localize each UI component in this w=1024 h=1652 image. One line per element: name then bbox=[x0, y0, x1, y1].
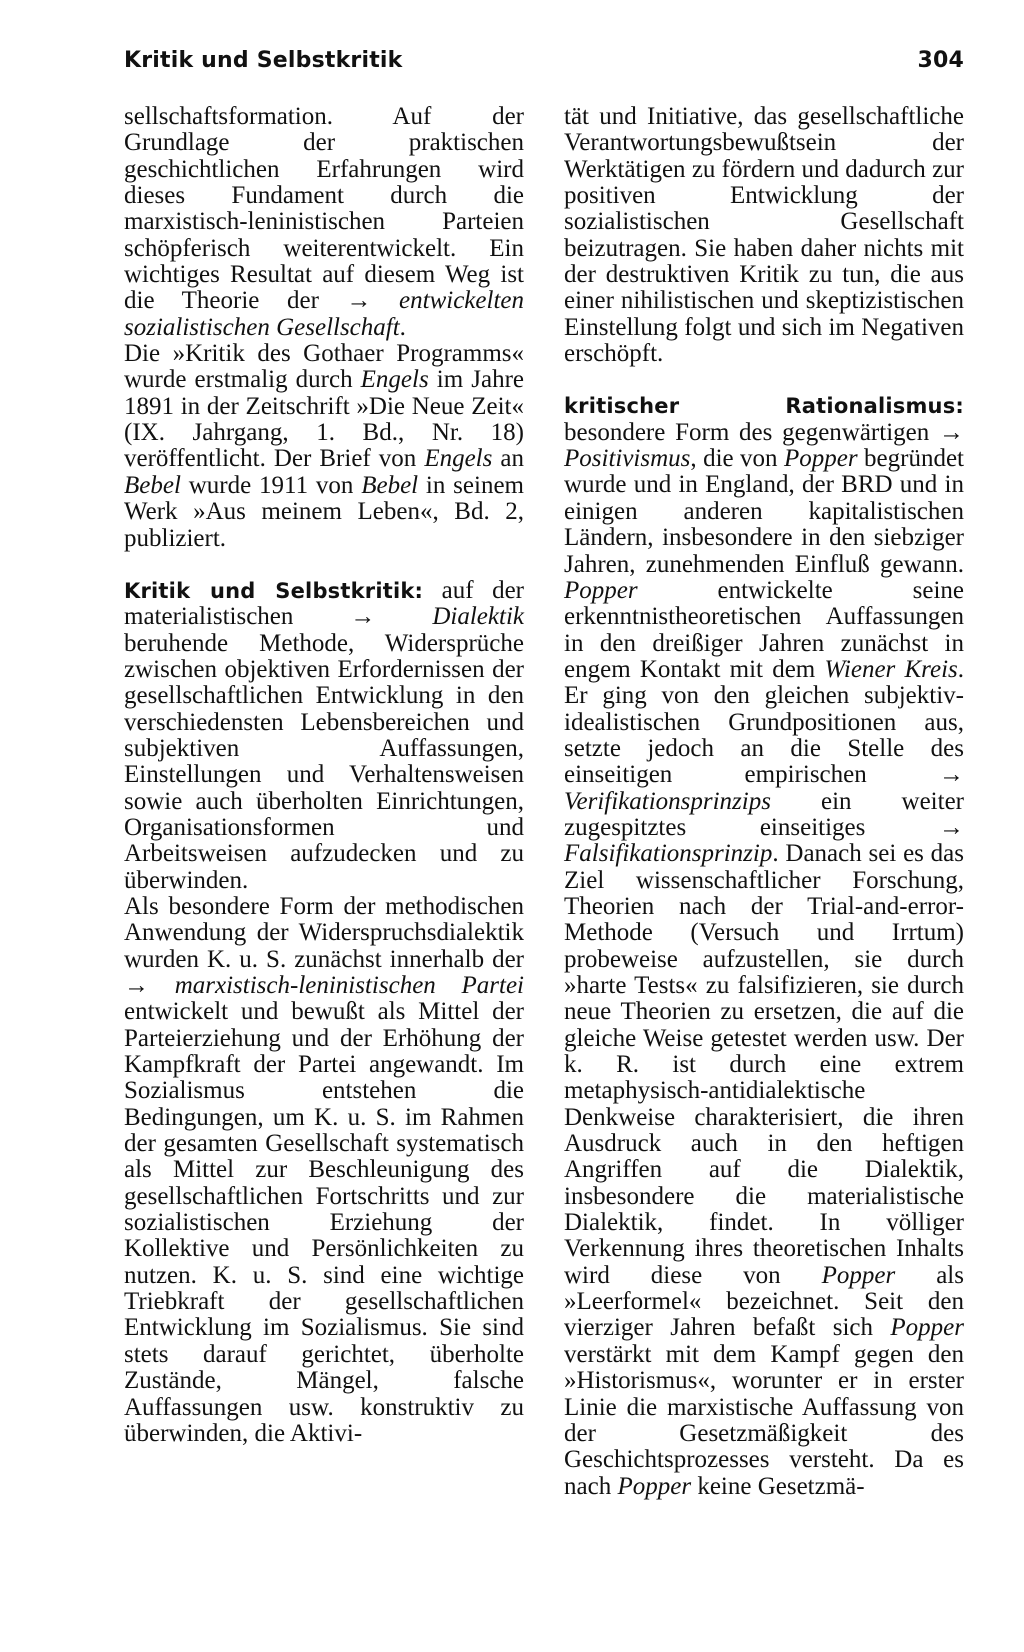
person-name: Popper bbox=[617, 1472, 692, 1500]
entry-kritik-und-selbstkritik bbox=[124, 578, 524, 894]
entry-lemma: Kritik und Selbstkritik: bbox=[124, 578, 424, 603]
paragraph-note bbox=[124, 341, 524, 552]
person-name: Bebel bbox=[124, 471, 181, 499]
text-run: besondere Form des gegenwärtigen → bbox=[564, 418, 964, 446]
text-run: . Er ging von den gleichen subjektiv-idealistischen Grundpositionen aus, setzte jedoch an die Stelle des einseitigen empirischen → bbox=[564, 655, 965, 789]
text-run: verstärkt mit dem Kampf gegen den »Historismus«, worunter er in erster Linie die marxistische Auffassung von der Gesetzmäßigkeit des Geschichtsprozesses versteht. Da es nach bbox=[564, 1340, 964, 1500]
text-run: wurde 1911 von bbox=[180, 471, 362, 499]
text-run: in seinem Werk »Aus meinem Leben«, Bd. 2, publiziert. bbox=[124, 471, 524, 552]
text-run: im Jahre 1891 in der Zeitschrift »Die Neue Zeit« (IX. Jahrgang, 1. Bd., Nr. 18) veröffentlicht. Der Brief von bbox=[124, 366, 524, 473]
text-run: sellschaftsformation. Auf der Grundlage der praktischen geschichtlichen Erfahrungen wird dieses Fundament durch die marxistisch-leninistischen Parteien schöpferisch weiterentwickelt. Ein wichtiges Resultat auf diesem Weg ist die Theorie der → bbox=[124, 103, 524, 315]
person-name: Popper bbox=[564, 576, 638, 604]
entry-lemma: kritischer Rationalismus: bbox=[564, 394, 964, 419]
text-run: ein weiter zugespitztes einseitiges → bbox=[564, 787, 964, 841]
cross-reference: Verifikationsprinzips bbox=[564, 787, 771, 815]
text-run: entwickelt und bewußt als Mittel der Parteierziehung und der Erhöhung der Kampfkraft der Partei angewandt. Im Sozialismus entstehen die Bedingungen, um K. u. S. im Rahmen der gesamten Gesellschaft systematisch als Mittel zur Beschleunigung des gesellschaftlichen Fortschritts und zur sozialistischen Erziehung der Kollektive und Persönlichkeiten zu nutzen. K. u. S. sind eine wichtige Triebkraft der gesellschaftlichen Entwicklung im Sozialismus. Sie sind stets darauf gerichtet, überholte Zustände, Mängel, falsche Auffassungen usw. konstruktiv zu überwinden, die Aktivi- bbox=[124, 998, 524, 1447]
entry-gap bbox=[564, 367, 964, 393]
text-run: . bbox=[399, 313, 406, 341]
paragraph-continuation bbox=[564, 104, 964, 367]
entry-kritischer-rationalismus bbox=[564, 393, 964, 1499]
person-name: Popper bbox=[890, 1314, 964, 1342]
person-name: Bebel bbox=[361, 471, 419, 499]
running-head-title: Kritik und Selbstkritik bbox=[124, 48, 403, 73]
cross-reference: Falsifikationsprinzip bbox=[564, 840, 773, 868]
page-number: 304 bbox=[917, 48, 964, 73]
person-name: Engels bbox=[360, 366, 429, 394]
paragraph-body bbox=[124, 894, 524, 1447]
cross-reference: Dialektik bbox=[432, 603, 524, 631]
text-run: , die von bbox=[690, 445, 784, 473]
text-run: keine Gesetzmä- bbox=[691, 1472, 865, 1500]
text-run: auf der materialistischen → bbox=[124, 576, 524, 631]
left-column bbox=[124, 104, 524, 1447]
person-name: Wiener Kreis bbox=[824, 655, 958, 683]
text-run: an bbox=[492, 445, 524, 473]
entry-gap bbox=[124, 552, 524, 578]
person-name: Popper bbox=[821, 1261, 896, 1289]
cross-reference: marxistisch-leninistischen Partei bbox=[174, 972, 524, 999]
cross-reference: Positivismus bbox=[564, 445, 691, 473]
paragraph-continuation bbox=[124, 104, 524, 341]
person-name: Engels bbox=[424, 445, 493, 473]
text-run: . Danach sei es das Ziel wissenschaftlicher Forschung, Theorien nach der Trial-and-error-Methode (Versuch und Irrtum) probeweise aufzustellen, sie durch »harte Tests« zu falsifizieren, sie durch neue Theorien zu ersetzen, die auf die gleiche Weise getestet werden usw. Der k. R. ist durch eine extrem metaphysisch-antidialektische Denkweise charakterisiert, die ihren Ausdruck auch in den heftigen Angriffen auf die Dialektik, insbesondere die materialistische Dialektik, findet. In völliger Verkennung ihres theoretischen Inhalts wird diese von bbox=[564, 840, 964, 1289]
text-run: entwickelte seine erkenntnistheoretischen Auffassungen in den dreißiger Jahren zunächst in engem Kontakt mit dem bbox=[564, 576, 964, 683]
text-run: Die »Kritik des Gothaer Programms« wurde erstmalig durch bbox=[124, 340, 524, 394]
text-run: beruhende Methode, Widersprüche zwischen objektiven Erfordernissen der gesellschaftlichen Entwicklung in den verschiedensten Lebensbereichen und subjektiven Auffassungen, Einstellungen und Verhaltensweisen sowie auch überholten Einrichtungen, Organisationsformen und Arbeitsweisen aufzudecken und zu überwinden. bbox=[124, 629, 524, 894]
text-run: als »Leerformel« bezeichnet. Seit den vierziger Jahren befaßt sich bbox=[564, 1261, 964, 1342]
right-column bbox=[564, 104, 964, 1500]
text-run: tät und Initiative, das gesellschaftliche Verantwortungsbewußtsein der Werktätigen zu fördern und dadurch zur positiven Entwicklung der sozialistischen Gesellschaft beizutragen. Sie haben daher nichts mit der destruktiven Kritik zu tun, die aus einer nihilistischen und skeptizistischen Einstellung folgt und sich im Negativen erschöpft. bbox=[564, 103, 964, 368]
text-run: Als besondere Form der methodischen Anwendung der Widerspruchsdialektik wurden K. u. S. zunächst innerhalb der → bbox=[124, 892, 524, 999]
text-run: begründet wurde und in England, der BRD und in einigen anderen kapitalistischen Ländern, insbesondere in den siebziger Jahren, zunehmenden Einfluß gewann. bbox=[564, 445, 965, 578]
cross-reference: entwickelten sozialistischen Gesellschaft bbox=[124, 287, 524, 341]
person-name: Popper bbox=[784, 445, 858, 473]
